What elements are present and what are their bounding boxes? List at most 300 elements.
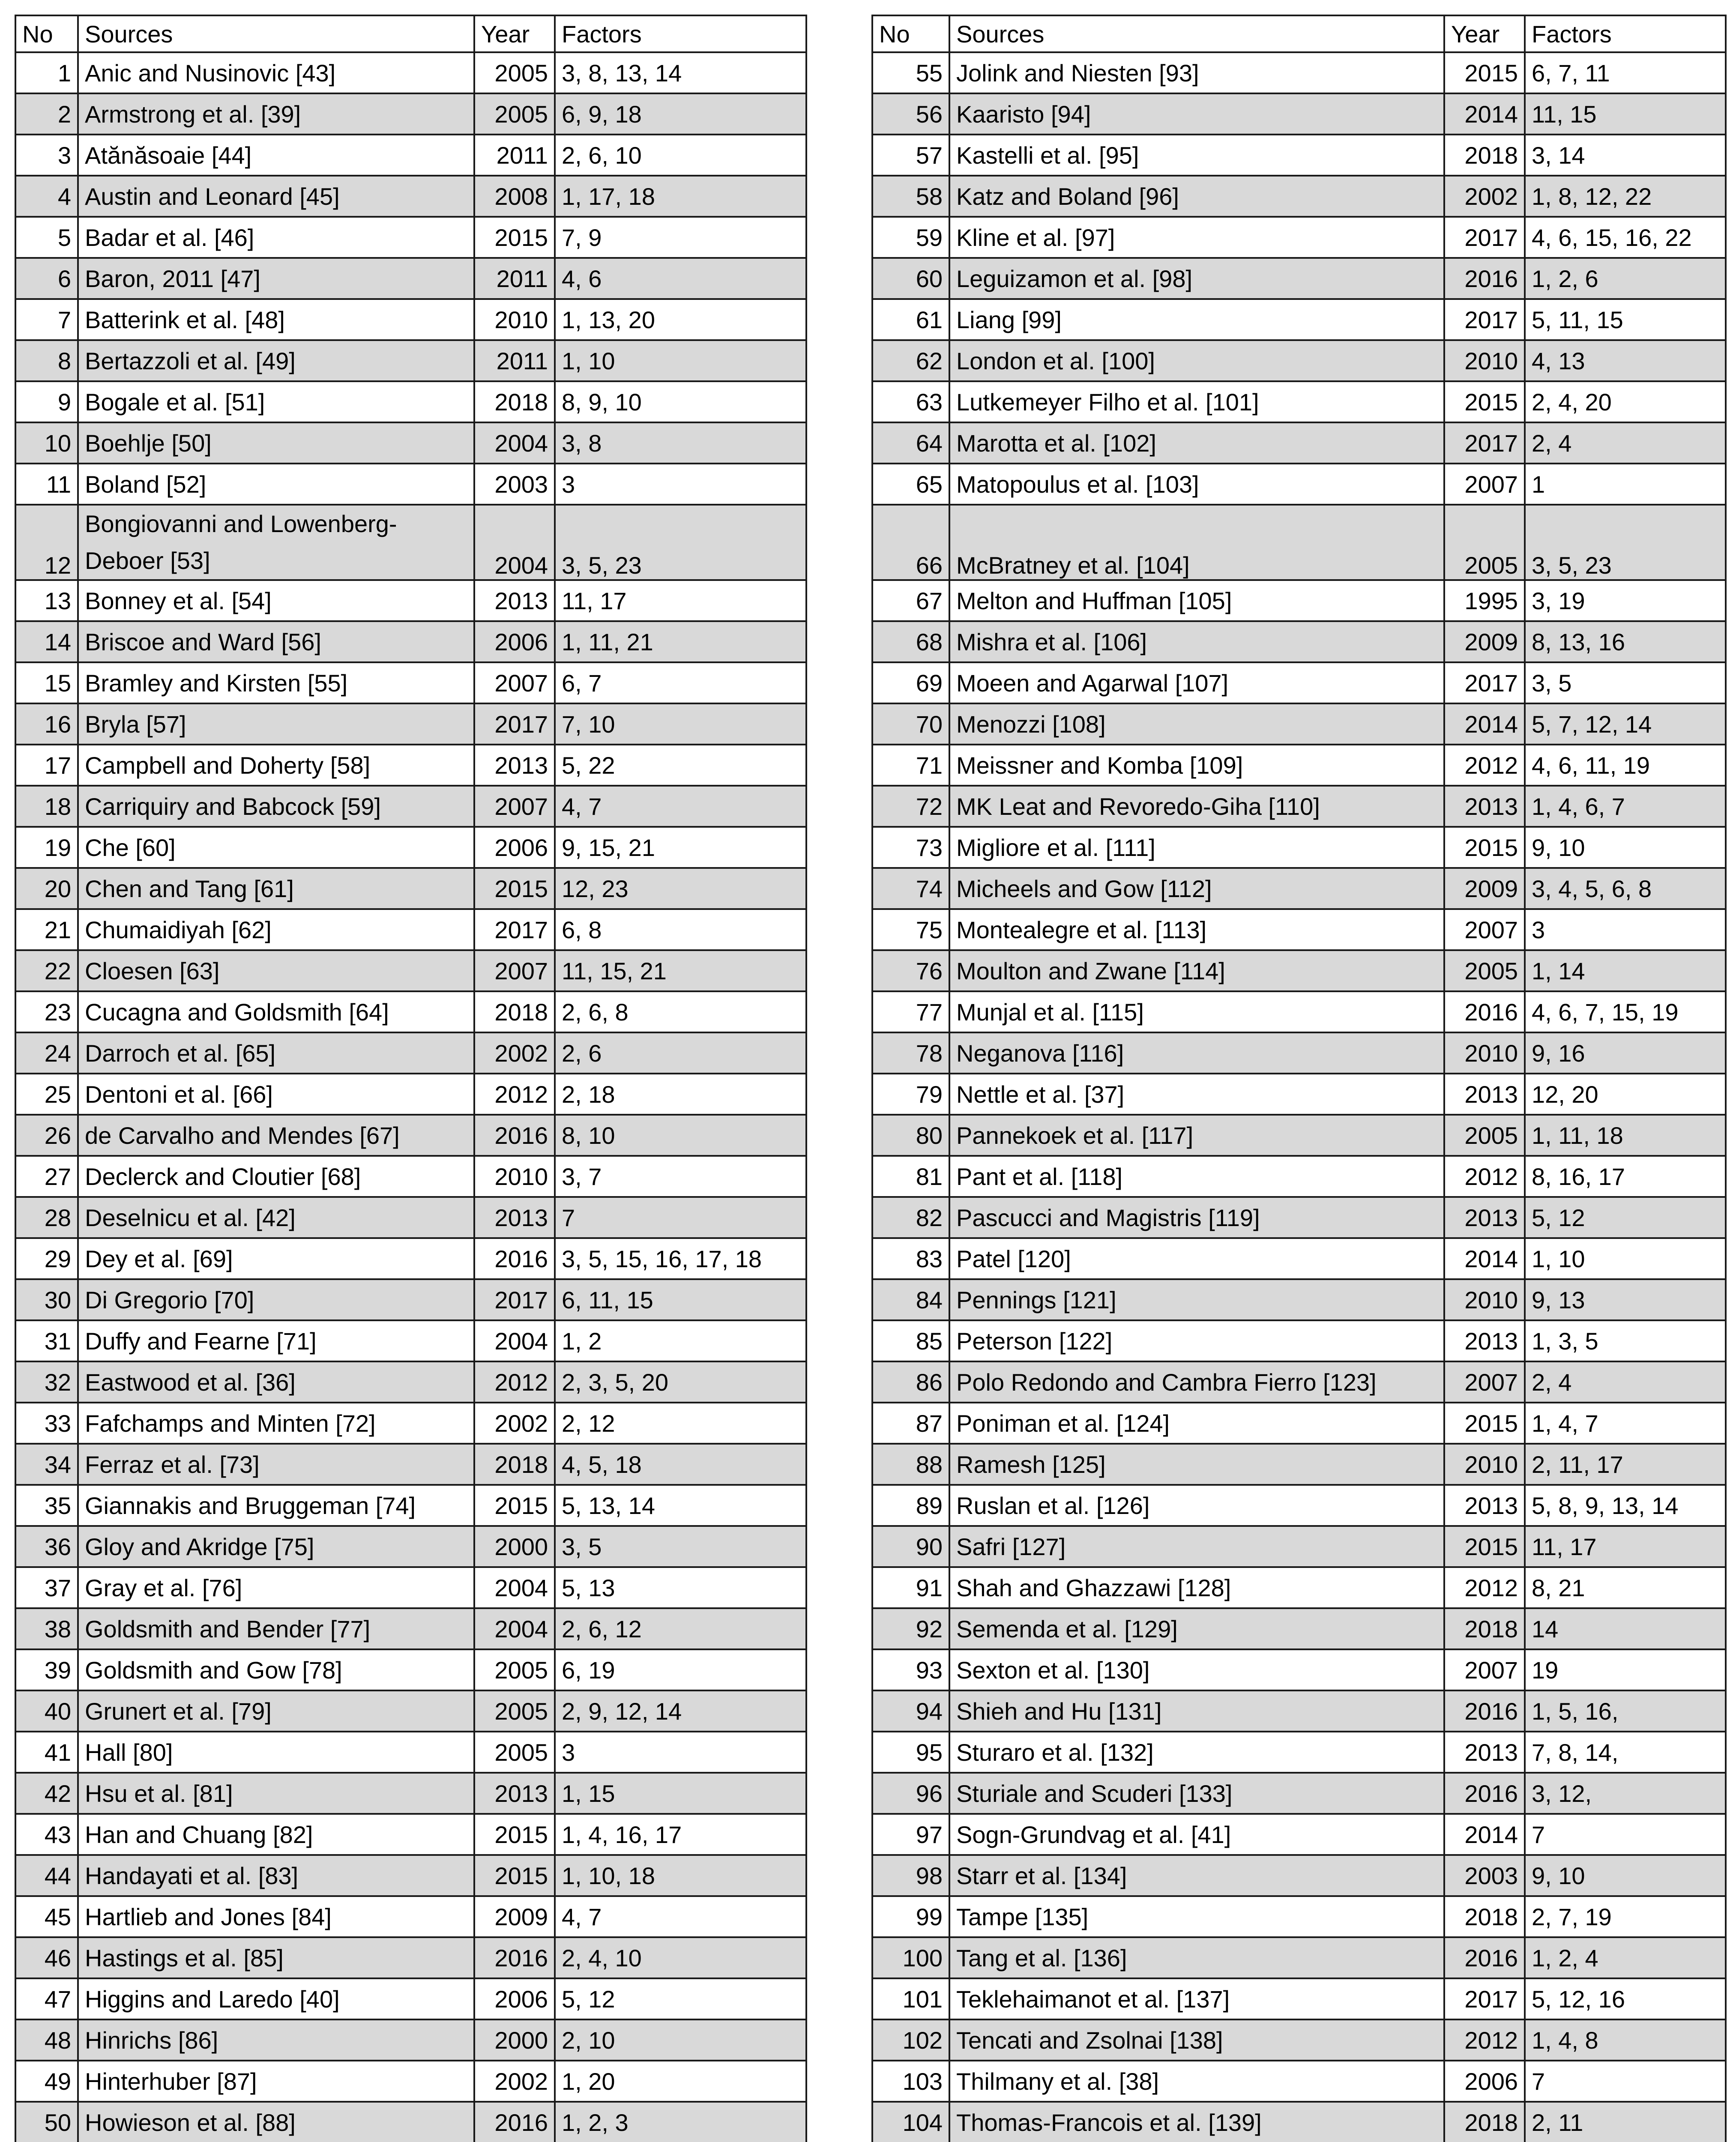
table-row <box>15 950 806 991</box>
year-cell: 2005 <box>1444 505 1525 580</box>
row-no-cell: 57 <box>872 135 949 176</box>
factors-cell: 2, 6 <box>555 1032 806 1074</box>
row-no-cell: 36 <box>15 1526 78 1567</box>
source-cell: Han and Chuang [82] <box>78 1814 474 1855</box>
year-cell: 2013 <box>474 580 555 621</box>
factors-cell: 1, 10, 18 <box>555 1855 806 1896</box>
row-no-cell: 81 <box>872 1156 949 1197</box>
source-cell: Baron, 2011 [47] <box>78 258 474 299</box>
source-cell: Hastings et al. [85] <box>78 1937 474 1978</box>
factors-cell: 4, 6 <box>555 258 806 299</box>
year-cell: 2018 <box>1444 1896 1525 1937</box>
table-row <box>15 662 806 703</box>
factors-cell: 5, 12, 16 <box>1525 1978 1726 2019</box>
row-no-cell: 2 <box>15 93 78 135</box>
row-no-cell: 22 <box>15 950 78 991</box>
source-cell: Munjal et al. [115] <box>949 991 1444 1032</box>
source-cell: Declerck and Cloutier [68] <box>78 1156 474 1197</box>
factors-cell: 7, 9 <box>555 217 806 258</box>
table-row <box>15 1403 806 1444</box>
table-row <box>15 505 806 580</box>
table-row <box>15 1814 806 1855</box>
year-cell: 2005 <box>474 52 555 93</box>
source-cell: Higgins and Laredo [40] <box>78 1978 474 2019</box>
source-cell: Melton and Huffman [105] <box>949 580 1444 621</box>
row-no-cell: 65 <box>872 464 949 505</box>
row-no-cell: 49 <box>15 2061 78 2102</box>
row-no-cell: 100 <box>872 1937 949 1978</box>
source-cell: Safri [127] <box>949 1526 1444 1567</box>
factors-cell: 8, 21 <box>1525 1567 1726 1608</box>
table-row <box>872 2019 1726 2061</box>
source-cell: Menozzi [108] <box>949 703 1444 745</box>
row-no-cell: 1 <box>15 52 78 93</box>
factors-cell: 2, 10 <box>555 2019 806 2061</box>
year-cell: 2007 <box>474 786 555 827</box>
factors-cell: 1, 2, 3 <box>555 2102 806 2142</box>
year-cell: 2004 <box>474 422 555 464</box>
table-row <box>872 827 1726 868</box>
source-cell: Eastwood et al. [36] <box>78 1361 474 1403</box>
factors-cell: 2, 6, 12 <box>555 1608 806 1649</box>
row-no-cell: 91 <box>872 1567 949 1608</box>
year-cell: 2005 <box>474 1732 555 1773</box>
year-cell: 2017 <box>474 703 555 745</box>
row-no-cell: 33 <box>15 1403 78 1444</box>
table-row <box>15 1978 806 2019</box>
year-cell: 2013 <box>1444 1197 1525 1238</box>
row-no-cell: 9 <box>15 381 78 422</box>
factors-cell: 1, 4, 6, 7 <box>1525 786 1726 827</box>
row-no-cell: 70 <box>872 703 949 745</box>
row-no-cell: 5 <box>15 217 78 258</box>
year-cell: 2016 <box>1444 1773 1525 1814</box>
source-cell: Armstrong et al. [39] <box>78 93 474 135</box>
row-no-cell: 25 <box>15 1074 78 1115</box>
source-cell: Sturiale and Scuderi [133] <box>949 1773 1444 1814</box>
row-no-cell: 88 <box>872 1444 949 1485</box>
factors-cell: 2, 6, 8 <box>555 991 806 1032</box>
row-no-cell: 44 <box>15 1855 78 1896</box>
factors-cell: 4, 6, 11, 19 <box>1525 745 1726 786</box>
factors-cell: 1, 4, 16, 17 <box>555 1814 806 1855</box>
row-no-cell: 11 <box>15 464 78 505</box>
year-cell: 2002 <box>474 1032 555 1074</box>
table-row <box>15 703 806 745</box>
source-cell: Chumaidiyah [62] <box>78 909 474 950</box>
year-cell: 2013 <box>474 1773 555 1814</box>
row-no-cell: 23 <box>15 991 78 1032</box>
factors-cell: 3, 5 <box>555 1526 806 1567</box>
table-row <box>15 2061 806 2102</box>
row-no-cell: 32 <box>15 1361 78 1403</box>
row-no-cell: 58 <box>872 176 949 217</box>
row-no-cell: 16 <box>15 703 78 745</box>
table-row <box>872 1197 1726 1238</box>
table-row <box>872 1690 1726 1732</box>
factors-cell: 3, 5, 23 <box>1525 505 1726 580</box>
factors-cell: 2, 11 <box>1525 2102 1726 2142</box>
source-cell: Boehlje [50] <box>78 422 474 464</box>
row-no-cell: 103 <box>872 2061 949 2102</box>
row-no-cell: 93 <box>872 1649 949 1690</box>
factors-cell: 1, 2, 4 <box>1525 1937 1726 1978</box>
year-cell: 2016 <box>474 1115 555 1156</box>
year-cell: 2013 <box>1444 1485 1525 1526</box>
source-cell: Fafchamps and Minten [72] <box>78 1403 474 1444</box>
year-cell: 2017 <box>1444 1978 1525 2019</box>
table-row <box>872 1978 1726 2019</box>
sources-table-left <box>15 15 807 2142</box>
year-cell: 2007 <box>1444 464 1525 505</box>
row-no-cell: 20 <box>15 868 78 909</box>
year-cell: 2016 <box>474 2102 555 2142</box>
row-no-cell: 63 <box>872 381 949 422</box>
year-cell: 2006 <box>1444 2061 1525 2102</box>
table-row <box>15 1690 806 1732</box>
header-sources: Sources <box>949 15 1444 52</box>
row-no-cell: 90 <box>872 1526 949 1567</box>
source-cell: Katz and Boland [96] <box>949 176 1444 217</box>
table-row <box>872 217 1726 258</box>
row-no-cell: 8 <box>15 340 78 381</box>
factors-cell: 4, 13 <box>1525 340 1726 381</box>
table-row <box>872 1526 1726 1567</box>
factors-cell: 1, 11, 21 <box>555 621 806 662</box>
table-row <box>872 662 1726 703</box>
year-cell: 2016 <box>1444 258 1525 299</box>
factors-cell: 2, 11, 17 <box>1525 1444 1726 1485</box>
source-cell: Carriquiry and Babcock [59] <box>78 786 474 827</box>
row-no-cell: 98 <box>872 1855 949 1896</box>
source-cell: Bongiovanni and Lowenberg-Deboer [53] <box>78 505 474 580</box>
table-row <box>15 464 806 505</box>
factors-cell: 8, 13, 16 <box>1525 621 1726 662</box>
row-no-cell: 83 <box>872 1238 949 1279</box>
factors-cell: 1, 2 <box>555 1320 806 1361</box>
year-cell: 2009 <box>1444 868 1525 909</box>
year-cell: 2004 <box>474 505 555 580</box>
table-row <box>872 93 1726 135</box>
row-no-cell: 7 <box>15 299 78 340</box>
year-cell: 2017 <box>474 909 555 950</box>
row-no-cell: 77 <box>872 991 949 1032</box>
year-cell: 2011 <box>474 258 555 299</box>
factors-cell: 6, 7, 11 <box>1525 52 1726 93</box>
row-no-cell: 79 <box>872 1074 949 1115</box>
row-no-cell: 94 <box>872 1690 949 1732</box>
year-cell: 2015 <box>1444 827 1525 868</box>
row-no-cell: 43 <box>15 1814 78 1855</box>
table-row <box>15 340 806 381</box>
year-cell: 2011 <box>474 340 555 381</box>
year-cell: 2015 <box>1444 1526 1525 1567</box>
table-row <box>15 1074 806 1115</box>
year-cell: 2012 <box>1444 745 1525 786</box>
source-cell: Pannekoek et al. [117] <box>949 1115 1444 1156</box>
source-cell: Tencati and Zsolnai [138] <box>949 2019 1444 2061</box>
header-year: Year <box>1444 15 1525 52</box>
table-row <box>15 2102 806 2142</box>
table-row <box>15 1032 806 1074</box>
year-cell: 1995 <box>1444 580 1525 621</box>
factors-cell: 6, 11, 15 <box>555 1279 806 1320</box>
year-cell: 2010 <box>1444 1032 1525 1074</box>
factors-cell: 1, 13, 20 <box>555 299 806 340</box>
source-cell: Handayati et al. [83] <box>78 1855 474 1896</box>
table-row <box>872 703 1726 745</box>
header-no: No <box>15 15 78 52</box>
factors-cell: 2, 18 <box>555 1074 806 1115</box>
table-row <box>15 868 806 909</box>
year-cell: 2016 <box>1444 991 1525 1032</box>
factors-cell: 3, 4, 5, 6, 8 <box>1525 868 1726 909</box>
factors-cell: 3, 19 <box>1525 580 1726 621</box>
row-no-cell: 68 <box>872 621 949 662</box>
source-cell: Darroch et al. [65] <box>78 1032 474 1074</box>
factors-cell: 8, 9, 10 <box>555 381 806 422</box>
table-row <box>872 1403 1726 1444</box>
factors-cell: 3, 8, 13, 14 <box>555 52 806 93</box>
factors-cell: 12, 20 <box>1525 1074 1726 1115</box>
year-cell: 2014 <box>1444 1814 1525 1855</box>
row-no-cell: 10 <box>15 422 78 464</box>
source-cell: Kastelli et al. [95] <box>949 135 1444 176</box>
factors-cell: 7 <box>1525 1814 1726 1855</box>
year-cell: 2010 <box>1444 340 1525 381</box>
factors-cell: 2, 4 <box>1525 422 1726 464</box>
factors-cell: 1, 3, 5 <box>1525 1320 1726 1361</box>
source-cell: Semenda et al. [129] <box>949 1608 1444 1649</box>
year-cell: 2012 <box>474 1361 555 1403</box>
year-cell: 2017 <box>1444 217 1525 258</box>
header-year: Year <box>474 15 555 52</box>
year-cell: 2000 <box>474 2019 555 2061</box>
source-cell: Campbell and Doherty [58] <box>78 745 474 786</box>
source-cell: Moeen and Agarwal [107] <box>949 662 1444 703</box>
year-cell: 2006 <box>474 621 555 662</box>
year-cell: 2016 <box>1444 1937 1525 1978</box>
table-row <box>872 1238 1726 1279</box>
row-no-cell: 73 <box>872 827 949 868</box>
table-row <box>15 580 806 621</box>
source-cell: Marotta et al. [102] <box>949 422 1444 464</box>
table-row <box>872 52 1726 93</box>
sources-table-right <box>871 15 1727 2142</box>
table-row <box>872 258 1726 299</box>
source-cell: Goldsmith and Bender [77] <box>78 1608 474 1649</box>
year-cell: 2012 <box>474 1074 555 1115</box>
row-no-cell: 15 <box>15 662 78 703</box>
year-cell: 2004 <box>474 1567 555 1608</box>
table-row <box>15 1279 806 1320</box>
header-row <box>15 15 806 52</box>
source-cell: Leguizamon et al. [98] <box>949 258 1444 299</box>
source-cell: Atănăsoaie [44] <box>78 135 474 176</box>
year-cell: 2016 <box>474 1238 555 1279</box>
row-no-cell: 27 <box>15 1156 78 1197</box>
year-cell: 2015 <box>474 1855 555 1896</box>
table-row <box>872 909 1726 950</box>
year-cell: 2010 <box>1444 1444 1525 1485</box>
header-sources: Sources <box>78 15 474 52</box>
factors-cell: 9, 10 <box>1525 827 1726 868</box>
row-no-cell: 61 <box>872 299 949 340</box>
table-row <box>872 950 1726 991</box>
year-cell: 2015 <box>1444 1403 1525 1444</box>
row-no-cell: 41 <box>15 1732 78 1773</box>
row-no-cell: 56 <box>872 93 949 135</box>
source-cell: Briscoe and Ward [56] <box>78 621 474 662</box>
factors-cell: 3, 8 <box>555 422 806 464</box>
table-row <box>872 1649 1726 1690</box>
factors-cell: 3 <box>555 464 806 505</box>
year-cell: 2013 <box>1444 1732 1525 1773</box>
source-cell: Deselnicu et al. [42] <box>78 1197 474 1238</box>
row-no-cell: 102 <box>872 2019 949 2061</box>
source-cell: Thomas-Francois et al. [139] <box>949 2102 1444 2142</box>
source-cell: Di Gregorio [70] <box>78 1279 474 1320</box>
row-no-cell: 76 <box>872 950 949 991</box>
row-no-cell: 95 <box>872 1732 949 1773</box>
factors-cell: 9, 16 <box>1525 1032 1726 1074</box>
row-no-cell: 21 <box>15 909 78 950</box>
year-cell: 2017 <box>1444 662 1525 703</box>
source-cell: Lutkemeyer Filho et al. [101] <box>949 381 1444 422</box>
factors-cell: 12, 23 <box>555 868 806 909</box>
year-cell: 2010 <box>1444 1279 1525 1320</box>
year-cell: 2015 <box>1444 52 1525 93</box>
source-cell: Gloy and Akridge [75] <box>78 1526 474 1567</box>
factors-cell: 3, 7 <box>555 1156 806 1197</box>
factors-cell: 6, 7 <box>555 662 806 703</box>
table-row <box>15 1937 806 1978</box>
year-cell: 2002 <box>474 1403 555 1444</box>
year-cell: 2008 <box>474 176 555 217</box>
factors-cell: 7 <box>1525 2061 1726 2102</box>
row-no-cell: 34 <box>15 1444 78 1485</box>
row-no-cell: 87 <box>872 1403 949 1444</box>
table-row <box>15 1361 806 1403</box>
table-row <box>872 2061 1726 2102</box>
factors-cell: 5, 13 <box>555 1567 806 1608</box>
year-cell: 2016 <box>474 1937 555 1978</box>
table-row <box>872 1896 1726 1937</box>
year-cell: 2012 <box>1444 2019 1525 2061</box>
row-no-cell: 38 <box>15 1608 78 1649</box>
year-cell: 2012 <box>1444 1567 1525 1608</box>
source-cell: Teklehaimanot et al. [137] <box>949 1978 1444 2019</box>
row-no-cell: 45 <box>15 1896 78 1937</box>
year-cell: 2018 <box>1444 135 1525 176</box>
row-no-cell: 78 <box>872 1032 949 1074</box>
factors-cell: 1, 2, 6 <box>1525 258 1726 299</box>
source-cell: Pennings [121] <box>949 1279 1444 1320</box>
table-row <box>15 381 806 422</box>
factors-cell: 9, 15, 21 <box>555 827 806 868</box>
factors-cell: 11, 17 <box>1525 1526 1726 1567</box>
source-cell: Chen and Tang [61] <box>78 868 474 909</box>
year-cell: 2015 <box>474 217 555 258</box>
table-row <box>15 1649 806 1690</box>
year-cell: 2014 <box>1444 93 1525 135</box>
header-row <box>872 15 1726 52</box>
source-cell: Bogale et al. [51] <box>78 381 474 422</box>
source-cell: de Carvalho and Mendes [67] <box>78 1115 474 1156</box>
row-no-cell: 12 <box>15 505 78 580</box>
factors-cell: 5, 11, 15 <box>1525 299 1726 340</box>
row-no-cell: 101 <box>872 1978 949 2019</box>
table-row <box>15 1485 806 1526</box>
row-no-cell: 40 <box>15 1690 78 1732</box>
table-row <box>15 1608 806 1649</box>
table-row <box>872 340 1726 381</box>
row-no-cell: 28 <box>15 1197 78 1238</box>
row-no-cell: 64 <box>872 422 949 464</box>
year-cell: 2005 <box>1444 1115 1525 1156</box>
factors-cell: 2, 6, 10 <box>555 135 806 176</box>
table-row <box>15 1238 806 1279</box>
factors-cell: 1, 14 <box>1525 950 1726 991</box>
factors-cell: 1, 8, 12, 22 <box>1525 176 1726 217</box>
row-no-cell: 96 <box>872 1773 949 1814</box>
factors-cell: 3 <box>555 1732 806 1773</box>
table-row <box>15 745 806 786</box>
source-cell: Austin and Leonard [45] <box>78 176 474 217</box>
year-cell: 2003 <box>1444 1855 1525 1896</box>
row-no-cell: 50 <box>15 2102 78 2142</box>
table-row <box>872 621 1726 662</box>
table-row <box>15 258 806 299</box>
factors-cell: 14 <box>1525 1608 1726 1649</box>
source-cell: Dey et al. [69] <box>78 1238 474 1279</box>
factors-cell: 3, 5 <box>1525 662 1726 703</box>
table-row <box>872 422 1726 464</box>
source-cell: MK Leat and Revoredo-Giha [110] <box>949 786 1444 827</box>
table-row <box>872 505 1726 580</box>
factors-cell: 4, 7 <box>555 1896 806 1937</box>
source-cell: Nettle et al. [37] <box>949 1074 1444 1115</box>
source-cell: Kaaristo [94] <box>949 93 1444 135</box>
source-cell: Bonney et al. [54] <box>78 580 474 621</box>
source-cell: Dentoni et al. [66] <box>78 1074 474 1115</box>
factors-cell: 2, 4, 20 <box>1525 381 1726 422</box>
year-cell: 2002 <box>1444 176 1525 217</box>
year-cell: 2015 <box>1444 381 1525 422</box>
factors-cell: 8, 16, 17 <box>1525 1156 1726 1197</box>
source-cell: Sexton et al. [130] <box>949 1649 1444 1690</box>
table-row <box>15 2019 806 2061</box>
header-factors: Factors <box>555 15 806 52</box>
source-cell: Starr et al. [134] <box>949 1855 1444 1896</box>
factors-cell: 11, 15, 21 <box>555 950 806 991</box>
factors-cell: 2, 7, 19 <box>1525 1896 1726 1937</box>
table-row <box>15 1732 806 1773</box>
year-cell: 2018 <box>474 1444 555 1485</box>
source-cell: Tampe [135] <box>949 1896 1444 1937</box>
factors-cell: 6, 8 <box>555 909 806 950</box>
factors-cell: 2, 3, 5, 20 <box>555 1361 806 1403</box>
year-cell: 2016 <box>1444 1690 1525 1732</box>
source-cell: Jolink and Niesten [93] <box>949 52 1444 93</box>
row-no-cell: 99 <box>872 1896 949 1937</box>
row-no-cell: 14 <box>15 621 78 662</box>
factors-cell: 1, 4, 8 <box>1525 2019 1726 2061</box>
factors-cell: 4, 5, 18 <box>555 1444 806 1485</box>
row-no-cell: 69 <box>872 662 949 703</box>
factors-cell: 3 <box>1525 909 1726 950</box>
source-cell: Duffy and Fearne [71] <box>78 1320 474 1361</box>
